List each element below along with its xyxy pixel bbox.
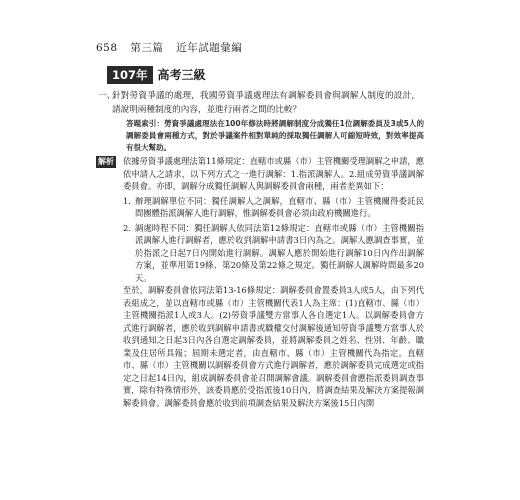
- analysis-body: [123, 155, 424, 409]
- answer-hint-label: 答題索引：: [126, 119, 165, 128]
- exam-year-badge: 107年: [107, 66, 153, 84]
- page-number: 658: [96, 42, 118, 54]
- analysis-item-text: 辦理調解單位不同：獨任調解人之調解，直轄市、縣（市）主管機關得委託民間團體指派調解人進行調解，惟調解委員會必須由政府機關進行。: [135, 195, 424, 218]
- exam-title: 高考三級: [157, 68, 206, 82]
- analysis-item-number: 1.: [123, 195, 131, 206]
- analysis-item-text: 調處時程不同：獨任調解人依同法第12條規定：直轄市或縣（市）主管機關指派調解人進行調解者，應於收到調解申請書3日內為之。調解人應調查事實，並於指派之日起7日內開始進行調解。調解人應於開始進行調解10日內作出調解方案，並準用第19條、第20條及第22條之規定。獨任調解人調解時間最多20天。: [135, 222, 424, 283]
- analysis-intro: 依據勞資爭議處理法第11條規定：直轄市或縣（市）主管機關受理調解之申請，應依申請人之請求，以下列方式之一進行調解：1.指派調解人。2.組成勞資爭議調解委員會。亦即，調解分成獨任調解人與調解委員會兩種，兩者差異如下：: [123, 156, 424, 191]
- analysis-closing: 至於，調解委員會依同法第13-16條規定：調解委員會置委員3人或5人，由下列代表組成之，並以直轄市或縣（市）主管機關代表1人為主席：(1)直轄市、縣（市）主管機關指派1人或3人。(2)勞資爭議雙方當事人各自選定1人。以調解委員會方式進行調解者，應於收到調解申請書或職權交付調解後通知勞資爭議雙方當事人於收到通知之日起3日內各自選定調解委員，並將調解委員之姓名、性別、年齡、職業及住居所具報；屆期未選定者，由直轄市、縣（市）主管機關代為指定。直轄市、縣（市）主管機關以調解委員會方式進行調解者，應於調解委員完成選定或指定之日起14日內，組成調解委員會並召開調解會議。調解委員會應指派委員調查事實，除有特殊情形外，該委員應於受指派後10日內，將調查結果及解決方案提報調解委員會。調解委員會應於收到前項調查結果及解決方案後15日內開: [123, 285, 424, 408]
- analysis-item: [123, 195, 424, 220]
- answer-hint-text: 勞資爭議處理法在100年修法時將調解制度分成獨任1位調解委員及3或5人的調解委員會兩種方式，對於爭議案件相對單純的採取獨任調解人可縮短時效，對效率提高有很大幫助。: [126, 119, 425, 152]
- section-title: 近年試題彙編: [176, 42, 243, 54]
- exam-heading: [107, 66, 206, 84]
- analysis-item: [123, 222, 424, 285]
- analysis-item-number: 2.: [123, 222, 131, 233]
- analysis-tag: 解析: [98, 157, 114, 166]
- part-title: 第三篇: [130, 42, 164, 54]
- answer-hint: [126, 118, 424, 154]
- question-text: 針對勞資爭議的處理，我國勞資爭議處理法有調解委員會與調解人制度的設計，請說明兩種制度的內容，並進行兩者之間的比較？: [112, 91, 420, 115]
- question: [98, 90, 420, 117]
- question-number: 一、: [98, 91, 116, 101]
- page-header: [96, 40, 251, 55]
